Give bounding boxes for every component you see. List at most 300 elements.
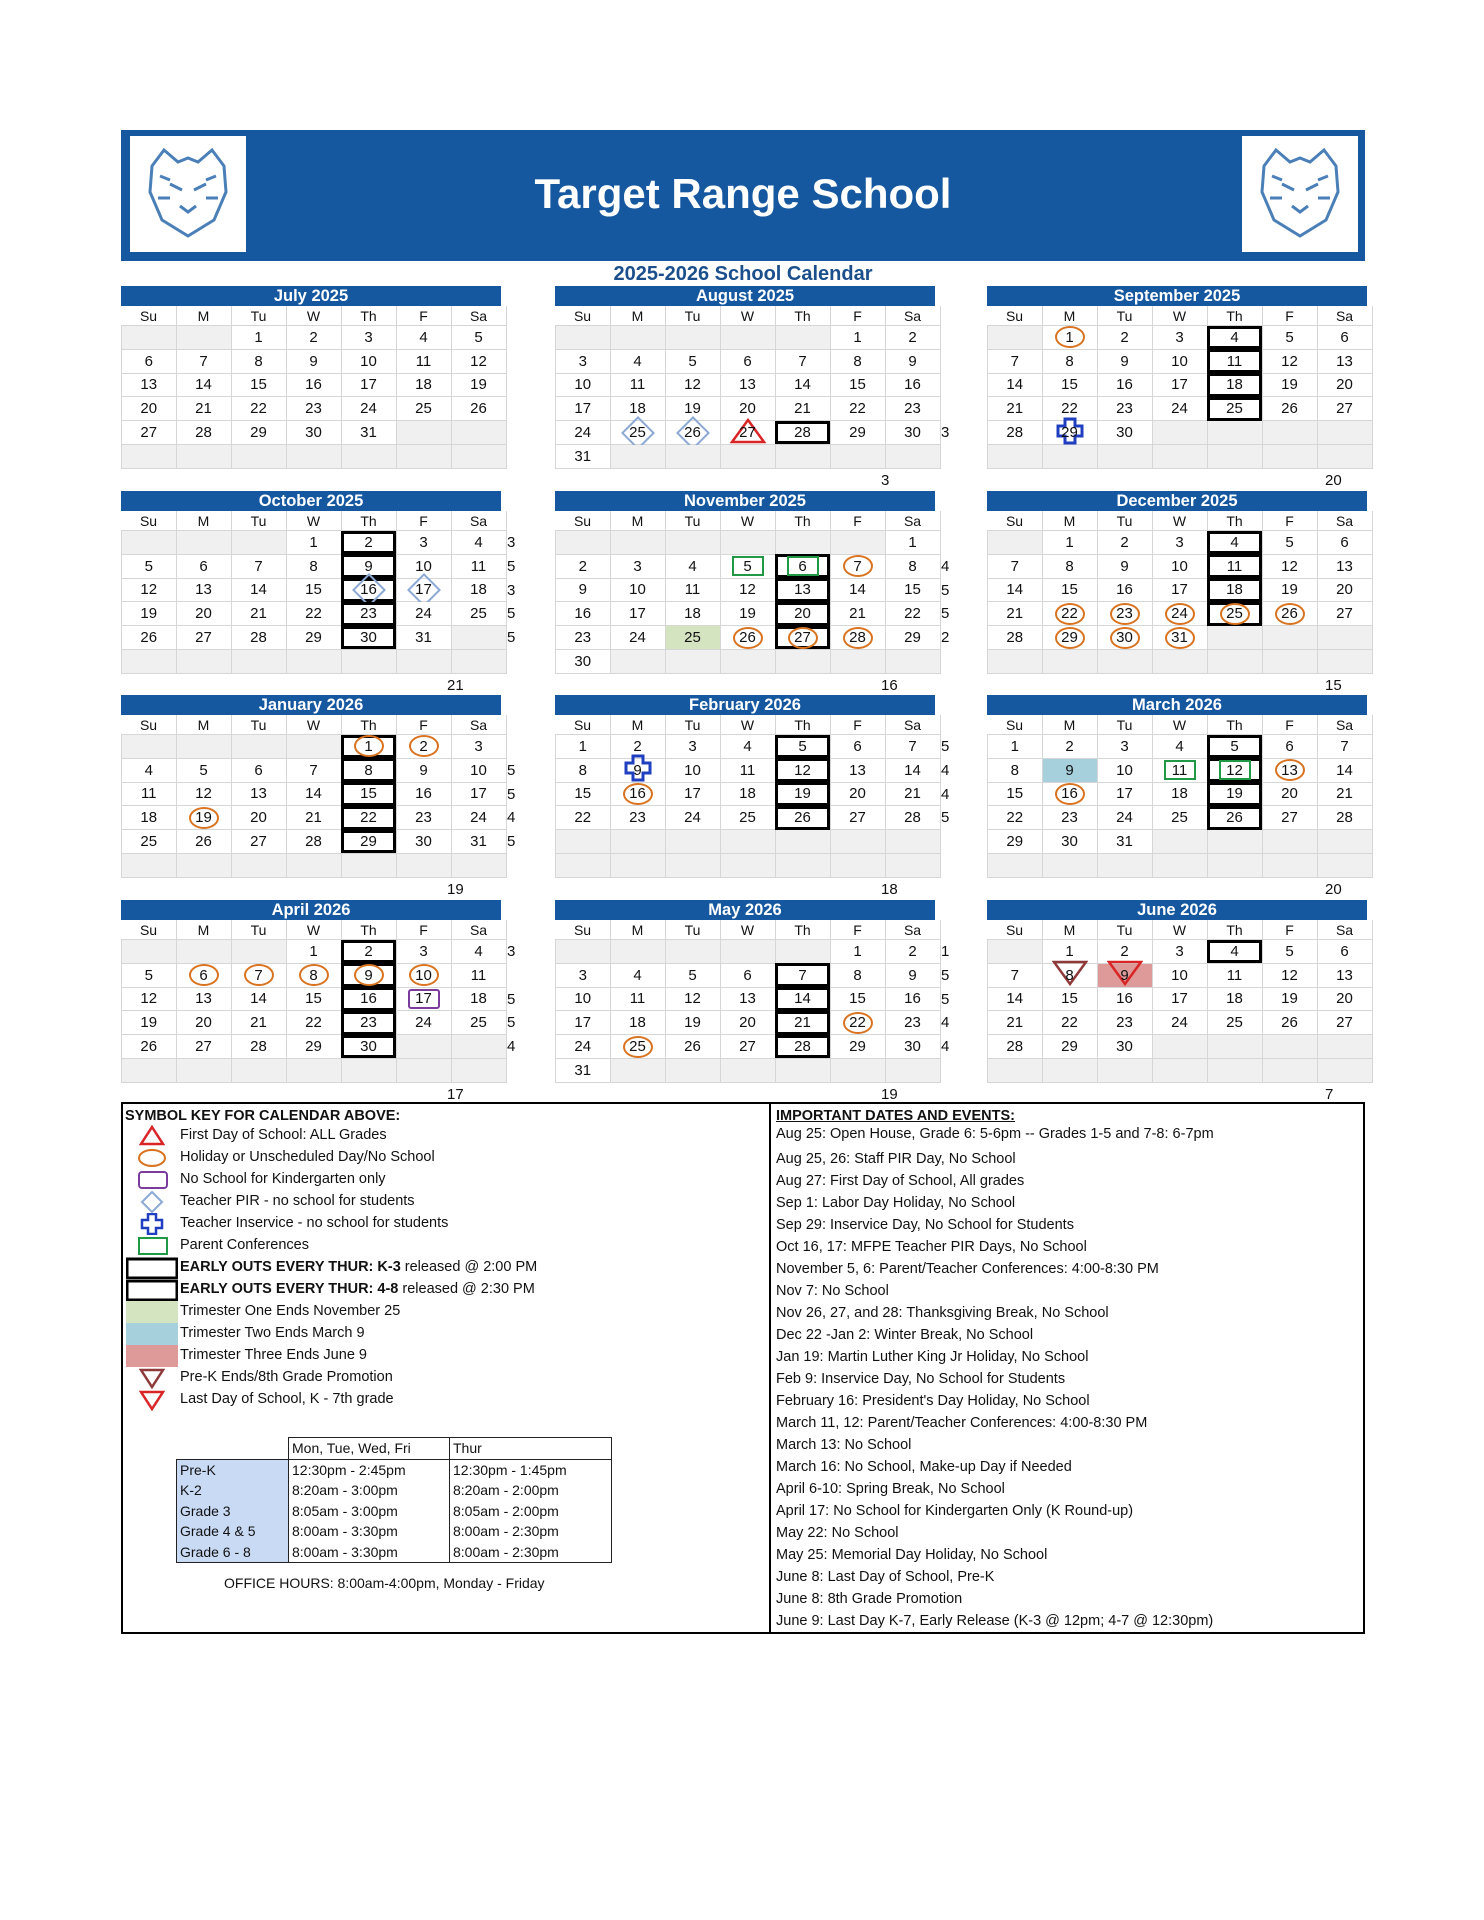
week-row bbox=[556, 326, 941, 350]
day-cell bbox=[231, 1011, 286, 1035]
day-cell bbox=[1207, 531, 1262, 555]
day-cell bbox=[231, 830, 286, 854]
day-cell bbox=[122, 373, 177, 397]
empty-cell bbox=[1042, 444, 1097, 468]
day-number: 28 bbox=[305, 833, 322, 851]
week-row bbox=[988, 326, 1373, 350]
day-number: 28 bbox=[250, 629, 267, 647]
day-number: 18 bbox=[1171, 785, 1188, 803]
day-number: 20 bbox=[1336, 581, 1353, 599]
empty-cell bbox=[1262, 1058, 1317, 1082]
day-cell bbox=[720, 1035, 775, 1059]
day-number: 24 bbox=[360, 400, 377, 418]
day-number: 11 bbox=[415, 352, 432, 370]
week-row bbox=[122, 1011, 507, 1035]
symbol-key-item bbox=[126, 1147, 726, 1169]
day-cell bbox=[720, 758, 775, 782]
hours-cell: 8:20am - 2:00pm bbox=[450, 1480, 612, 1501]
empty-cell bbox=[1317, 649, 1372, 673]
week-day-count: 3 bbox=[507, 534, 516, 551]
day-cell bbox=[665, 963, 720, 987]
symbol-key-label: Parent Conferences bbox=[180, 1237, 309, 1253]
empty-cell bbox=[665, 830, 720, 854]
day-number: 29 bbox=[1061, 424, 1078, 442]
day-number: 26 bbox=[1281, 605, 1298, 623]
day-number: 21 bbox=[1006, 605, 1024, 623]
day-cell bbox=[451, 531, 506, 555]
day-cell bbox=[341, 531, 396, 555]
day-number: 6 bbox=[743, 352, 752, 370]
day-number: 14 bbox=[1006, 990, 1024, 1008]
day-cell bbox=[1207, 963, 1262, 987]
day-name: Th bbox=[1207, 715, 1262, 735]
empty-cell bbox=[610, 940, 665, 964]
day-cell bbox=[341, 940, 396, 964]
empty-cell bbox=[286, 649, 341, 673]
empty-cell bbox=[1262, 649, 1317, 673]
week-day-count: 4 bbox=[941, 1014, 950, 1032]
day-cell bbox=[1207, 373, 1262, 397]
day-name: Su bbox=[122, 511, 177, 531]
day-number: 9 bbox=[578, 581, 587, 599]
week-row bbox=[556, 578, 941, 602]
day-cell bbox=[988, 373, 1043, 397]
day-name: Tu bbox=[665, 715, 720, 735]
day-name: Tu bbox=[1097, 920, 1152, 940]
day-cell bbox=[885, 531, 940, 555]
month-title: July 2025 bbox=[121, 286, 501, 306]
day-number: 6 bbox=[199, 557, 208, 575]
day-number: 15 bbox=[1061, 581, 1078, 599]
symbol-key-text bbox=[180, 1347, 367, 1363]
day-cell bbox=[1262, 531, 1317, 555]
day-number: 13 bbox=[195, 990, 212, 1008]
empty-cell bbox=[556, 326, 611, 350]
day-name: Tu bbox=[231, 306, 286, 326]
week-row bbox=[122, 853, 507, 877]
day-name: Th bbox=[1207, 920, 1262, 940]
empty-cell bbox=[396, 1058, 451, 1082]
day-number: 4 bbox=[633, 352, 642, 370]
day-cell bbox=[1097, 397, 1152, 421]
day-name: Sa bbox=[885, 511, 940, 531]
day-number: 2 bbox=[578, 557, 587, 575]
day-cell bbox=[1207, 349, 1262, 373]
empty-cell bbox=[775, 1058, 830, 1082]
day-number: 9 bbox=[908, 966, 917, 984]
day-number: 22 bbox=[904, 605, 921, 623]
day-cell bbox=[610, 349, 665, 373]
month-march-2026 bbox=[987, 695, 1367, 898]
day-number: 8 bbox=[254, 352, 263, 370]
day-cell bbox=[341, 578, 396, 602]
day-name: F bbox=[1262, 920, 1317, 940]
day-number: 16 bbox=[1061, 785, 1078, 803]
day-cell bbox=[176, 421, 231, 445]
day-cell bbox=[122, 806, 177, 830]
empty-cell bbox=[988, 444, 1043, 468]
day-cell bbox=[720, 626, 775, 650]
day-number: 10 bbox=[1116, 761, 1133, 779]
empty-cell bbox=[720, 649, 775, 673]
day-cell bbox=[231, 782, 286, 806]
day-cell bbox=[396, 1011, 451, 1035]
day-name: Su bbox=[988, 306, 1043, 326]
day-name: Su bbox=[988, 715, 1043, 735]
day-cell bbox=[830, 626, 885, 650]
week-row bbox=[988, 987, 1373, 1011]
day-number: 8 bbox=[908, 557, 917, 575]
empty-cell bbox=[1207, 649, 1262, 673]
week-day-count: 5 bbox=[507, 605, 516, 623]
day-name: Sa bbox=[451, 306, 506, 326]
day-cell bbox=[231, 1035, 286, 1059]
day-name: M bbox=[1042, 715, 1097, 735]
day-cell bbox=[396, 349, 451, 373]
day-number: 23 bbox=[574, 629, 592, 647]
day-cell bbox=[556, 578, 611, 602]
empty-cell bbox=[775, 531, 830, 555]
month-day-total: 19 bbox=[447, 881, 464, 898]
empty-cell bbox=[720, 444, 775, 468]
day-number: 30 bbox=[360, 629, 377, 647]
day-number: 26 bbox=[140, 1038, 158, 1056]
week-day-count: 4 bbox=[941, 761, 950, 779]
day-number: 26 bbox=[739, 629, 756, 647]
day-cell bbox=[1317, 397, 1372, 421]
day-number: 2 bbox=[1120, 942, 1129, 960]
empty-cell bbox=[451, 626, 506, 650]
swatch-blue-icon bbox=[126, 1323, 178, 1345]
day-cell bbox=[1262, 397, 1317, 421]
hours-row bbox=[177, 1501, 612, 1522]
day-cell bbox=[451, 830, 506, 854]
hours-header-cell: Mon, Tue, Wed, Fri bbox=[289, 1438, 450, 1460]
day-number: 16 bbox=[360, 581, 377, 599]
day-number: 11 bbox=[1226, 352, 1243, 370]
day-number: 16 bbox=[415, 785, 432, 803]
day-name: F bbox=[396, 920, 451, 940]
day-number: 29 bbox=[305, 1038, 322, 1056]
day-cell bbox=[775, 397, 830, 421]
day-number: 19 bbox=[1281, 376, 1298, 394]
symbol-key-item bbox=[126, 1367, 726, 1389]
day-name: Sa bbox=[1317, 511, 1372, 531]
day-number: 17 bbox=[1116, 785, 1133, 803]
symbol-key-text bbox=[180, 1259, 537, 1275]
day-cell bbox=[1317, 373, 1372, 397]
empty-cell bbox=[556, 830, 611, 854]
day-number: 7 bbox=[798, 352, 807, 370]
symbol-key-text bbox=[180, 1325, 365, 1341]
day-number: 17 bbox=[574, 400, 592, 418]
day-name: Sa bbox=[451, 920, 506, 940]
day-cell bbox=[556, 735, 611, 759]
day-number: 6 bbox=[254, 761, 263, 779]
day-cell bbox=[610, 963, 665, 987]
day-cell bbox=[1042, 531, 1097, 555]
event-item: November 5, 6: Parent/Teacher Conferences: 4:00-8:30 PM bbox=[776, 1261, 1159, 1277]
day-cell bbox=[556, 421, 611, 445]
day-number: 13 bbox=[1336, 352, 1353, 370]
day-name: F bbox=[396, 306, 451, 326]
day-number: 23 bbox=[904, 400, 921, 418]
day-cell bbox=[122, 578, 177, 602]
day-name: Tu bbox=[1097, 306, 1152, 326]
day-name: Tu bbox=[665, 306, 720, 326]
day-number: 14 bbox=[250, 581, 267, 599]
day-cell bbox=[231, 758, 286, 782]
empty-cell bbox=[1097, 1058, 1152, 1082]
day-number: 7 bbox=[853, 557, 862, 575]
day-number: 13 bbox=[1336, 966, 1353, 984]
day-cell bbox=[988, 758, 1043, 782]
day-name: Tu bbox=[231, 511, 286, 531]
week-row bbox=[556, 626, 941, 650]
day-number: 11 bbox=[140, 785, 157, 803]
empty-cell bbox=[231, 649, 286, 673]
week-day-count: 5 bbox=[941, 738, 950, 755]
day-cell bbox=[231, 602, 286, 626]
empty-cell bbox=[176, 940, 231, 964]
day-cell bbox=[1317, 602, 1372, 626]
day-cell bbox=[1152, 782, 1207, 806]
day-number: 4 bbox=[419, 328, 428, 346]
day-number: 28 bbox=[250, 1038, 267, 1056]
day-cell bbox=[1152, 578, 1207, 602]
day-number: 2 bbox=[309, 328, 318, 346]
day-number: 13 bbox=[794, 581, 811, 599]
day-cell bbox=[1207, 987, 1262, 1011]
day-number: 10 bbox=[684, 761, 701, 779]
empty-cell bbox=[451, 1058, 506, 1082]
day-cell bbox=[176, 1035, 231, 1059]
day-cell bbox=[122, 1011, 177, 1035]
day-cell bbox=[1317, 987, 1372, 1011]
day-number: 26 bbox=[1226, 809, 1243, 827]
day-cell bbox=[720, 602, 775, 626]
empty-cell bbox=[885, 649, 940, 673]
day-cell bbox=[665, 735, 720, 759]
day-cell bbox=[775, 806, 830, 830]
day-name: M bbox=[176, 920, 231, 940]
day-cell bbox=[286, 830, 341, 854]
day-number: 11 bbox=[470, 966, 487, 984]
day-number: 3 bbox=[1175, 328, 1184, 346]
day-cell bbox=[885, 940, 940, 964]
day-number: 2 bbox=[419, 737, 428, 755]
day-number: 3 bbox=[578, 966, 587, 984]
day-cell bbox=[775, 578, 830, 602]
day-cell bbox=[720, 397, 775, 421]
day-cell bbox=[231, 397, 286, 421]
day-number: 15 bbox=[250, 376, 267, 394]
day-cell bbox=[122, 554, 177, 578]
day-number: 12 bbox=[140, 990, 158, 1008]
day-cell bbox=[556, 806, 611, 830]
day-number: 2 bbox=[908, 328, 917, 346]
day-name: M bbox=[610, 511, 665, 531]
day-cell bbox=[396, 940, 451, 964]
day-number: 19 bbox=[739, 605, 756, 623]
week-row bbox=[556, 649, 941, 673]
symbol-key-label: Pre-K Ends/8th Grade Promotion bbox=[180, 1369, 393, 1385]
week-day-count: 5 bbox=[507, 990, 516, 1008]
day-cell bbox=[1207, 806, 1262, 830]
empty-cell bbox=[176, 735, 231, 759]
day-name: F bbox=[1262, 715, 1317, 735]
day-cell bbox=[1152, 397, 1207, 421]
empty-cell bbox=[1152, 1035, 1207, 1059]
empty-cell bbox=[1317, 626, 1372, 650]
day-cell bbox=[1097, 987, 1152, 1011]
day-cell bbox=[556, 782, 611, 806]
empty-cell bbox=[556, 531, 611, 555]
symbol-key-item bbox=[126, 1389, 726, 1411]
day-cell bbox=[451, 578, 506, 602]
day-cell bbox=[1152, 940, 1207, 964]
day-cell bbox=[286, 373, 341, 397]
day-cell bbox=[1262, 578, 1317, 602]
day-number: 5 bbox=[144, 557, 153, 575]
day-cell bbox=[988, 626, 1043, 650]
day-number: 21 bbox=[1006, 1014, 1024, 1032]
day-number: 2 bbox=[633, 737, 642, 755]
day-name: F bbox=[1262, 511, 1317, 531]
day-cell bbox=[988, 782, 1043, 806]
day-cell bbox=[665, 554, 720, 578]
day-cell bbox=[665, 602, 720, 626]
day-number: 17 bbox=[1171, 376, 1188, 394]
day-cell bbox=[451, 940, 506, 964]
day-cell bbox=[1152, 1011, 1207, 1035]
week-row bbox=[122, 782, 507, 806]
day-number: 1 bbox=[578, 737, 587, 755]
day-number: 14 bbox=[849, 581, 866, 599]
week-day-count: 3 bbox=[507, 943, 516, 960]
day-cell bbox=[1317, 782, 1372, 806]
day-name: Tu bbox=[1097, 715, 1152, 735]
day-name: Su bbox=[122, 920, 177, 940]
day-cell bbox=[176, 373, 231, 397]
day-cell bbox=[286, 602, 341, 626]
empty-cell bbox=[665, 444, 720, 468]
day-cell bbox=[1042, 806, 1097, 830]
day-number: 5 bbox=[688, 352, 697, 370]
week-row bbox=[556, 735, 941, 759]
empty-cell bbox=[830, 531, 885, 555]
day-cell bbox=[1317, 326, 1372, 350]
day-cell bbox=[988, 963, 1043, 987]
day-number: 6 bbox=[743, 966, 752, 984]
day-number: 22 bbox=[305, 605, 322, 623]
day-cell bbox=[830, 940, 885, 964]
hours-cell: 8:00am - 2:30pm bbox=[450, 1542, 612, 1563]
day-cell bbox=[1317, 531, 1372, 555]
day-number: 26 bbox=[684, 424, 701, 442]
day-cell bbox=[1042, 602, 1097, 626]
empty-cell bbox=[231, 735, 286, 759]
empty-cell bbox=[1042, 853, 1097, 877]
event-item: March 13: No School bbox=[776, 1437, 912, 1453]
day-cell bbox=[1097, 578, 1152, 602]
day-number: 5 bbox=[743, 557, 752, 575]
day-cell bbox=[286, 987, 341, 1011]
day-name: Su bbox=[556, 920, 611, 940]
day-cell bbox=[665, 397, 720, 421]
month-grid bbox=[987, 511, 1373, 674]
symbol-key-text bbox=[180, 1149, 435, 1165]
week-row bbox=[122, 806, 507, 830]
day-number: 5 bbox=[474, 328, 483, 346]
day-cell bbox=[341, 963, 396, 987]
day-name: Th bbox=[775, 306, 830, 326]
day-number: 20 bbox=[195, 1014, 212, 1032]
empty-cell bbox=[286, 735, 341, 759]
month-june-2026 bbox=[987, 900, 1367, 1103]
empty-cell bbox=[1207, 830, 1262, 854]
day-number: 26 bbox=[1281, 1014, 1298, 1032]
day-cell bbox=[1097, 830, 1152, 854]
day-number: 7 bbox=[254, 557, 263, 575]
day-number: 21 bbox=[1336, 785, 1353, 803]
week-day-count: 4 bbox=[941, 557, 950, 575]
day-cell bbox=[122, 963, 177, 987]
empty-cell bbox=[1207, 421, 1262, 445]
week-row bbox=[122, 554, 507, 578]
day-cell bbox=[885, 554, 940, 578]
day-number: 23 bbox=[360, 605, 377, 623]
day-cell bbox=[1262, 987, 1317, 1011]
week-row bbox=[988, 940, 1373, 964]
day-cell bbox=[720, 987, 775, 1011]
day-number: 24 bbox=[1171, 1014, 1188, 1032]
empty-cell bbox=[988, 326, 1043, 350]
month-may-2026 bbox=[555, 900, 950, 1103]
day-number: 17 bbox=[415, 581, 432, 599]
empty-cell bbox=[1262, 626, 1317, 650]
day-name: W bbox=[720, 715, 775, 735]
day-number: 8 bbox=[1065, 352, 1074, 370]
day-cell bbox=[231, 806, 286, 830]
week-row bbox=[556, 349, 941, 373]
day-cell bbox=[775, 421, 830, 445]
empty-cell bbox=[1097, 444, 1152, 468]
event-item: Sep 29: Inservice Day, No School for Students bbox=[776, 1217, 1074, 1233]
week-day-count: 2 bbox=[941, 629, 950, 647]
day-cell bbox=[610, 421, 665, 445]
day-number: 25 bbox=[739, 809, 756, 827]
day-name: Sa bbox=[451, 715, 506, 735]
day-name: Th bbox=[341, 306, 396, 326]
empty-cell bbox=[1262, 444, 1317, 468]
day-number: 5 bbox=[688, 966, 697, 984]
symbol-key-text bbox=[180, 1237, 309, 1253]
day-number: 17 bbox=[1171, 581, 1188, 599]
day-number: 5 bbox=[199, 761, 208, 779]
day-number: 13 bbox=[250, 785, 267, 803]
day-number: 27 bbox=[140, 424, 158, 442]
day-number: 6 bbox=[144, 352, 153, 370]
day-number: 6 bbox=[1340, 328, 1349, 346]
office-hours: OFFICE HOURS: 8:00am-4:00pm, Monday - Friday bbox=[224, 1575, 545, 1591]
week-day-count: 5 bbox=[941, 809, 950, 827]
grade-label: Grade 4 & 5 bbox=[177, 1521, 289, 1542]
month-grid bbox=[121, 511, 507, 674]
day-name: W bbox=[720, 920, 775, 940]
day-cell bbox=[1097, 626, 1152, 650]
day-number: 27 bbox=[1336, 605, 1353, 623]
